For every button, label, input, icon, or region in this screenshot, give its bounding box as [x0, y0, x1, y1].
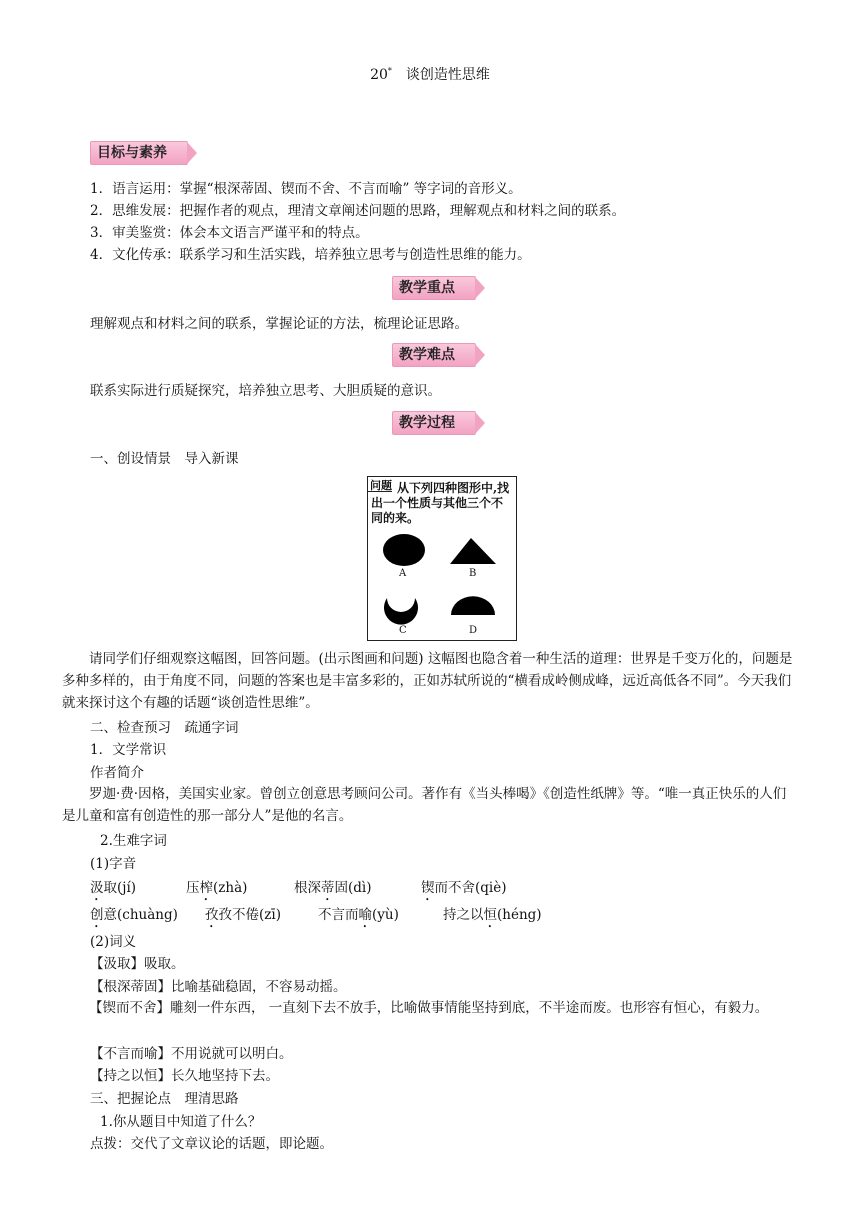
sub-heading: 1．文学常识	[90, 742, 167, 758]
shape-label-a: A	[399, 568, 407, 579]
focus-text: 理解观点和材料之间的联系，掌握论证的方法，梳理论证思路。	[90, 316, 468, 332]
section-tag-goals: 目标与素养	[90, 141, 188, 165]
goal-item: 1．语言运用：掌握“根深蒂固、锲而不舍、不言而喻” 等字词的音形义。	[90, 181, 522, 197]
vocab-item: 锲而不舍(qiè)	[421, 880, 507, 896]
figure-shapes	[368, 477, 516, 640]
vocab-item: 不言而喻(yù)	[318, 907, 399, 923]
figure-question-tag: 问题	[370, 479, 392, 492]
section-tag-focus: 教学重点	[392, 276, 476, 300]
vocab-item: 压榨(zhà)	[186, 880, 248, 896]
meaning-item: 【锲而不舍】雕刻一件东西， 一直刻下去不放手，比喻做事情能坚持到底，不半途而废。也形容有恒心，有毅力。	[89, 1000, 769, 1016]
meaning-item: 【不言而喻】不用说就可以明白。	[90, 1046, 293, 1062]
sub-heading: 2.生难字词	[100, 833, 167, 849]
difficulty-text: 联系实际进行质疑探究，培养独立思考、大胆质疑的意识。	[90, 383, 441, 399]
step-heading: 一、创设情景 导入新课	[90, 451, 239, 467]
shape-label-c: C	[399, 625, 407, 636]
lesson-number: 20	[370, 67, 388, 83]
pronunciation-heading: (1)字音	[90, 856, 137, 872]
shape-label-d: D	[469, 625, 478, 636]
crescent-shape-c	[384, 598, 418, 625]
goal-item: 2．思维发展：把握作者的观点，理清文章阐述问题的思路，理解观点和材料之间的联系。	[90, 203, 626, 219]
meaning-item: 【根深蒂固】比喻基础稳固，不容易动摇。	[90, 979, 347, 995]
question-text: 1.你从题目中知道了什么？	[100, 1114, 262, 1130]
vocab-item: 持之以恒(héng)	[443, 907, 542, 923]
optional-mark: *	[387, 66, 392, 76]
author-heading: 作者简介	[90, 765, 144, 781]
step-heading: 三、把握论点 理清思路	[90, 1091, 239, 1107]
lesson-title	[0, 64, 860, 84]
step-heading: 二、检查预习 疏通字词	[90, 720, 239, 736]
intro-paragraph: 请同学们仔细观察这幅图，回答问题。(出示图画和问题) 这幅图也隐含着一种生活的道理：世界是千变万化的，问题是多种多样的，由于角度不同，问题的答案也是丰富多彩的，正如苏轼所说的“横看成岭侧成峰，远近高低各不同”。今天我们就来探讨这个有趣的话题“谈创造性思维”。	[62, 651, 793, 711]
ellipse-shape-a	[383, 534, 425, 566]
hint-text: 点拨：交代了文章议论的话题，即论题。	[90, 1136, 333, 1152]
semicircle-shape-d	[451, 596, 495, 615]
goal-item: 4．文化传承：联系学习和生活实践，培养独立思考与创造性思维的能力。	[90, 247, 531, 263]
lesson-name: 谈创造性思维	[405, 67, 490, 83]
meaning-item: 【持之以恒】长久地坚持下去。	[90, 1068, 279, 1084]
vocab-item: 创意(chuàng)	[90, 907, 178, 923]
vocab-item: 孜孜不倦(zī)	[205, 907, 281, 923]
shape-label-b: B	[469, 568, 477, 579]
puzzle-figure	[367, 476, 517, 641]
vocab-item: 汲取(jí)	[90, 880, 137, 896]
section-tag-process: 教学过程	[392, 411, 476, 435]
figure-question-text: 从下列四种图形中,找出一个性质与其他三个不同的来。	[371, 481, 510, 525]
triangle-shape-b	[450, 538, 496, 564]
section-tag-difficulty: 教学难点	[392, 343, 476, 367]
meaning-heading: (2)词义	[90, 934, 137, 950]
meaning-item: 【汲取】吸取。	[90, 956, 185, 972]
author-paragraph: 罗迦·费·因格，美国实业家。曾创立创意思考顾问公司。著作有《当头棒喝》《创造性纸牌》等。“唯一真正快乐的人们是儿童和富有创造性的那一部分人”是他的名言。	[62, 786, 787, 824]
vocab-item: 根深蒂固(dì)	[294, 880, 372, 896]
goal-item: 3．审美鉴赏：体会本文语言严谨平和的特点。	[90, 225, 369, 241]
